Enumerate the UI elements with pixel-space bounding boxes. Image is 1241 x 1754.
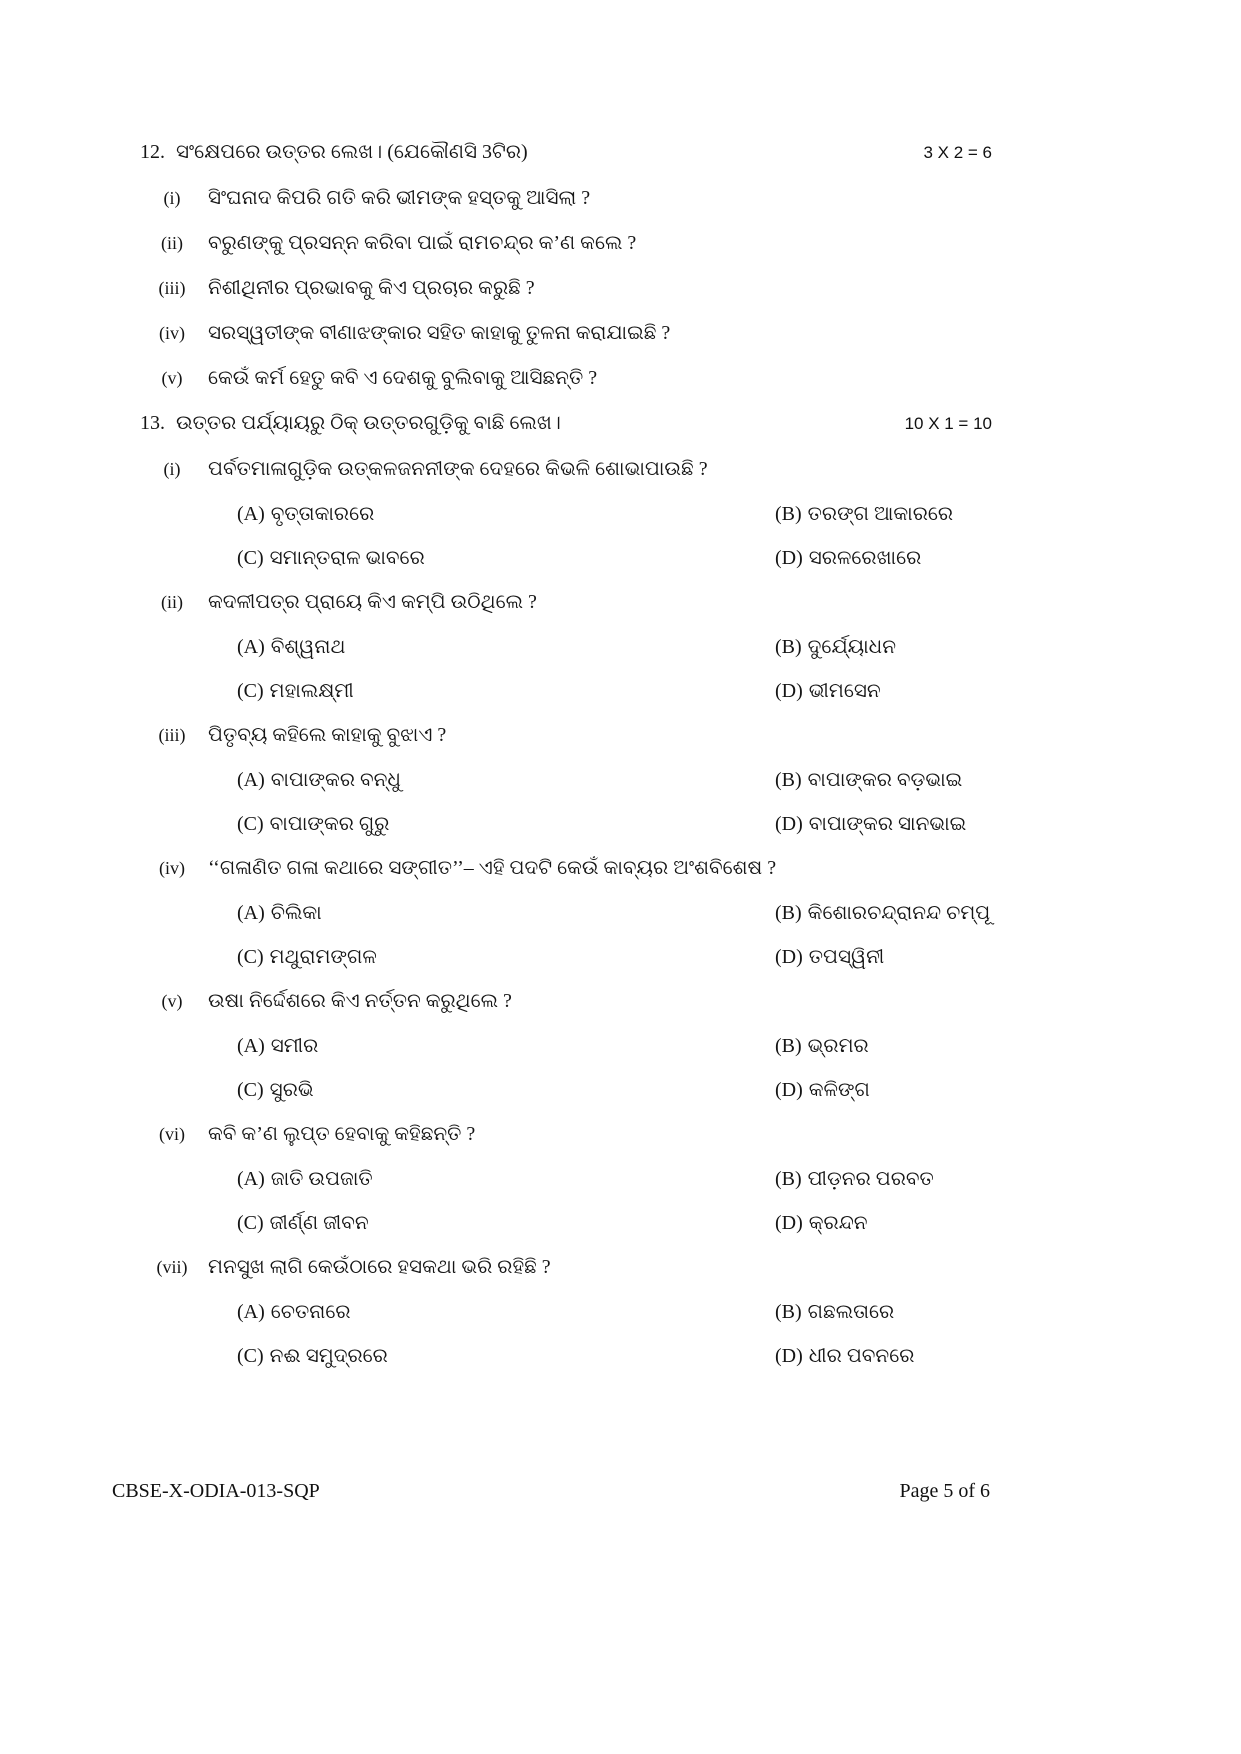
question-13-sub-ii xyxy=(140,588,992,616)
option-text: ତରଙ୍ଗ ଆକାରରେ xyxy=(807,503,954,525)
option-label: (C) xyxy=(237,1212,264,1234)
option-text: ଜାତି ଉପଜାତି xyxy=(270,1168,373,1190)
option-label: (B) xyxy=(775,503,802,525)
question-12-sub-iv xyxy=(140,319,992,347)
subquestion-label: (ii) xyxy=(161,233,183,253)
question-number: 12. xyxy=(140,141,165,163)
option-a xyxy=(237,500,775,528)
option-d xyxy=(775,1209,992,1237)
option-label: (D) xyxy=(775,680,803,702)
option-b xyxy=(775,500,992,528)
subquestion-label: (v) xyxy=(161,368,183,388)
option-text: ତପସ୍ୱିନୀ xyxy=(808,946,885,968)
subquestion-text: କବି କ’ଣ ଲୁପ୍ତ ହେବାକୁ କହିଛନ୍ତି ? xyxy=(208,1123,476,1145)
page-footer xyxy=(112,1478,990,1504)
option-label: (A) xyxy=(237,902,265,924)
question-13-sub-vii xyxy=(140,1253,992,1281)
subquestion-label: (vii) xyxy=(156,1257,188,1277)
subquestion-label: (iv) xyxy=(159,323,185,343)
subquestion-text: ସରସ୍ୱତୀଙ୍କ ବୀଣାଝଙ୍କାର ସହିତ କାହାକୁ ତୁଳନା କରାଯାଇଛି ? xyxy=(208,322,671,344)
option-label: (C) xyxy=(237,946,264,968)
question-12-header xyxy=(140,138,992,167)
option-label: (B) xyxy=(775,769,802,791)
option-label: (D) xyxy=(775,1345,803,1367)
option-text: ବାପାଙ୍କର ବନ୍ଧୁ xyxy=(270,769,401,791)
option-label: (D) xyxy=(775,1212,803,1234)
option-c xyxy=(237,677,775,705)
option-text: ବାପାଙ୍କର ଗୁରୁ xyxy=(269,813,390,835)
question-12-sub-i xyxy=(140,184,992,212)
question-13-sub-i xyxy=(140,455,992,483)
option-a xyxy=(237,1298,775,1326)
option-d xyxy=(775,1076,992,1104)
option-a xyxy=(237,899,775,927)
option-text: ଗଛଲତାରେ xyxy=(807,1301,895,1323)
option-c xyxy=(237,810,775,838)
option-label: (C) xyxy=(237,680,264,702)
subquestion-text: କଦଳୀପତ୍ର ପ୍ରାୟେ କିଏ କମ୍ପି ଉଠିଥିଲେ ? xyxy=(208,591,537,613)
option-text: ଚେତନାରେ xyxy=(270,1301,351,1323)
question-text: ସଂକ୍ଷେପରେ ଉତ୍ତର ଲେଖ। (ଯେକୌଣସି 3ଟିର) xyxy=(176,141,528,163)
subquestion-label: (vi) xyxy=(159,1124,185,1144)
option-label: (D) xyxy=(775,547,803,569)
option-text: ବାପାଙ୍କର ସାନଭାଇ xyxy=(808,813,967,835)
option-label: (C) xyxy=(237,813,264,835)
question-13-header xyxy=(140,409,992,438)
option-label: (A) xyxy=(237,1168,265,1190)
options-13-iv xyxy=(237,899,992,971)
option-text: କିଶୋରଚନ୍ଦ୍ରାନନ୍ଦ ଚମ୍ପୂ xyxy=(807,902,991,924)
subquestion-label: (iii) xyxy=(158,725,186,745)
subquestion-text: ଉଷା ନିର୍ଦ୍ଦେଶରେ କିଏ ନର୍ତ୍ତନ କରୁଥିଲେ ? xyxy=(208,990,512,1012)
options-13-vii xyxy=(237,1298,992,1370)
option-label: (A) xyxy=(237,636,265,658)
option-text: ନଈ ସମୁଦ୍ରରେ xyxy=(269,1345,388,1367)
question-13-sub-iii xyxy=(140,721,992,749)
option-text: ଦୁର୍ଯ୍ୟୋଧନ xyxy=(807,636,896,658)
option-label: (A) xyxy=(237,769,265,791)
subquestion-text: ମନସୁଖ ଲାଗି କେଉଁଠାରେ ହସକଥା ଭରି ରହିଛି ? xyxy=(208,1256,551,1278)
option-a xyxy=(237,766,775,794)
subquestion-text: ‘‘ଗଳାଣିତ ଗଳା କଥାରେ ସଙ୍ଗୀତ’’– ଏହି ପଦଟି କେଉଁ କାବ୍ୟର ଅଂଶବିଶେଷ ? xyxy=(208,857,777,879)
option-text: ମହାଲକ୍ଷ୍ମୀ xyxy=(269,680,354,702)
option-label: (D) xyxy=(775,946,803,968)
option-text: ଜୀର୍ଣ୍ଣ ଜୀବନ xyxy=(269,1212,369,1234)
option-label: (B) xyxy=(775,1301,802,1323)
option-text: ଚିଲିକା xyxy=(270,902,322,924)
subquestion-label: (v) xyxy=(161,991,183,1011)
option-label: (C) xyxy=(237,547,264,569)
option-text: ଧୀର ପବନରେ xyxy=(808,1345,915,1367)
subquestion-label: (iv) xyxy=(159,858,185,878)
subquestion-label: (i) xyxy=(163,188,181,208)
option-label: (C) xyxy=(237,1345,264,1367)
option-c xyxy=(237,1076,775,1104)
option-label: (A) xyxy=(237,1035,265,1057)
option-text: ବାପାଙ୍କର ବଡ଼ଭାଇ xyxy=(807,769,963,791)
option-b xyxy=(775,633,992,661)
option-b xyxy=(775,766,992,794)
question-12-sub-v xyxy=(140,364,992,392)
option-b xyxy=(775,1298,992,1326)
option-text: ପୀଡ଼ନର ପରବତ xyxy=(807,1168,934,1190)
options-13-vi xyxy=(237,1165,992,1237)
subquestion-label: (i) xyxy=(163,459,181,479)
option-d xyxy=(775,943,992,971)
subquestion-label: (iii) xyxy=(158,278,186,298)
option-label: (A) xyxy=(237,1301,265,1323)
option-text: କଳିଙ୍ଗ xyxy=(808,1079,870,1101)
subquestion-text: ପିତୃବ୍ୟ କହିଲେ କାହାକୁ ବୁଝାଏ ? xyxy=(208,724,447,746)
option-text: ବୃତ୍ତାକାରରେ xyxy=(270,503,375,525)
option-d xyxy=(775,810,992,838)
question-12-sub-ii xyxy=(140,229,992,257)
question-12-sub-iii xyxy=(140,274,992,302)
question-13-sub-vi xyxy=(140,1120,992,1148)
option-text: ସରଳରେଖାରେ xyxy=(808,547,922,569)
subquestion-text: ସିଂଘନାଦ କିପରି ଗତି କରି ଭୀମଙ୍କ ହସ୍ତକୁ ଆସିଲା ? xyxy=(208,187,591,209)
subquestion-label: (ii) xyxy=(161,592,183,612)
subquestion-text: କେଉଁ କର୍ମ ହେତୁ କବି ଏ ଦେଶକୁ ବୁଲିବାକୁ ଆସିଛନ୍ତି ? xyxy=(208,367,598,389)
option-label: (B) xyxy=(775,636,802,658)
option-text: ସୁରଭି xyxy=(269,1079,314,1101)
options-13-i xyxy=(237,500,992,572)
options-13-v xyxy=(237,1032,992,1104)
option-a xyxy=(237,1032,775,1060)
option-c xyxy=(237,1342,775,1370)
option-b xyxy=(775,1165,992,1193)
subquestion-text: ବରୁଣଙ୍କୁ ପ୍ରସନ୍ନ କରିବା ପାଇଁ ରାମଚନ୍ଦ୍ର କ’ଣ କଲେ ? xyxy=(208,232,637,254)
option-label: (D) xyxy=(775,1079,803,1101)
options-13-iii xyxy=(237,766,992,838)
option-b xyxy=(775,899,992,927)
subquestion-text: ନିଶୀଥିନୀର ପ୍ରଭାବକୁ କିଏ ପ୍ରଚାର କରୁଛି ? xyxy=(208,277,535,299)
option-label: (B) xyxy=(775,1168,802,1190)
footer-paper-code: CBSE-X-ODIA-013-SQP xyxy=(112,1480,320,1502)
footer-page-number: Page 5 of 6 xyxy=(899,1480,990,1502)
question-13-sub-v xyxy=(140,987,992,1015)
marks-label: 3 X 2 = 6 xyxy=(923,143,992,162)
options-13-ii xyxy=(237,633,992,705)
question-13-sub-iv xyxy=(140,854,992,882)
option-text: ବିଶ୍ୱନାଥ xyxy=(270,636,346,658)
option-text: ସମାନ୍ତରାଳ ଭାବରେ xyxy=(269,547,425,569)
question-number: 13. xyxy=(140,412,165,434)
option-label: (C) xyxy=(237,1079,264,1101)
option-c xyxy=(237,544,775,572)
option-label: (B) xyxy=(775,1035,802,1057)
option-d xyxy=(775,1342,992,1370)
option-c xyxy=(237,943,775,971)
option-label: (A) xyxy=(237,503,265,525)
option-label: (D) xyxy=(775,813,803,835)
question-paper-content xyxy=(140,138,992,1386)
option-text: ଭୀମସେନ xyxy=(808,680,881,702)
option-c xyxy=(237,1209,775,1237)
question-text: ଉତ୍ତର ପର୍ଯ୍ୟାୟରୁ ଠିକ୍ ଉତ୍ତରଗୁଡ଼ିକୁ ବାଛି ଲେଖ। xyxy=(176,412,561,434)
option-a xyxy=(237,1165,775,1193)
option-a xyxy=(237,633,775,661)
option-text: ମଥୁରାମଙ୍ଗଳ xyxy=(269,946,377,968)
option-d xyxy=(775,677,992,705)
option-d xyxy=(775,544,992,572)
option-text: ସମୀର xyxy=(270,1035,319,1057)
option-b xyxy=(775,1032,992,1060)
option-label: (B) xyxy=(775,902,802,924)
option-text: ଭ୍ରମର xyxy=(807,1035,869,1057)
marks-label: 10 X 1 = 10 xyxy=(904,414,992,433)
option-text: କ୍ରନ୍ଦନ xyxy=(808,1212,868,1234)
subquestion-text: ପର୍ବତମାଳାଗୁଡ଼ିକ ଉତ୍କଳଜନନୀଙ୍କ ଦେହରେ କିଭଳି ଶୋଭାପାଉଛି ? xyxy=(208,458,708,480)
